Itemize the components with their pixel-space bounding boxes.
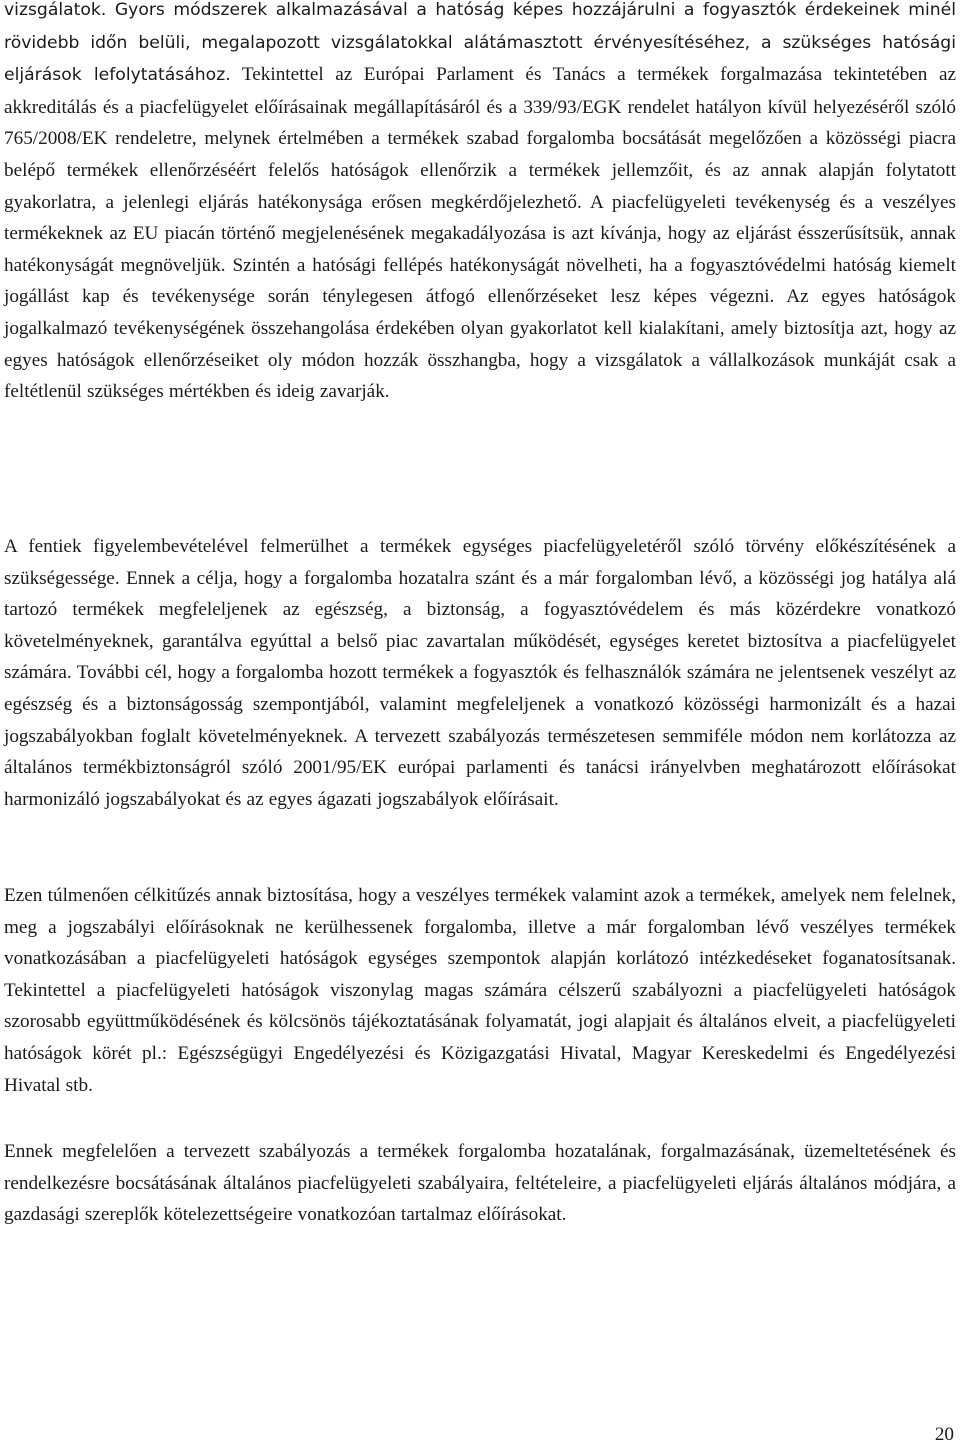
paragraph-4-segment-1: Ennek megfelelően a tervezett szabályozás a termékek forgalomba hozatalának, forgalmazásának, üzemeltetésének és rendelkezésre bocsátásának általános piacfelügyeleti szabályaira, feltételeire, a piacfelügyeleti eljárás általános módjára, a gazdasági szereplők kötelezettségeire vonatkozóan tartalmaz előírásokat. bbox=[4, 1141, 956, 1226]
paragraph-1-segment-1: vizsgálatok. Gyors módszerek alkalmazásával a hatóság képes hozzájárulni a fogyasztók érdekeinek minél rövidebb időn belüli, megalapozott vizsgálatokkal alátámasztott érvényesítéséhez, a szükséges hatósági eljárások lefolytatásához. bbox=[4, 0, 956, 86]
paragraph-1-segment-2: Tekintettel az Európai Parlament és Tanács a termékek forgalmazása tekintetében az akkreditálás és a piacfelügyelet előírásainak megállapításáról és a 339/93/EGK rendelet hatályon kívül helyezéséről szóló 765/2008/EK rendeletre, melynek értelmében a termékek szabad forgalomba bocsátását megelőzően a közösségi piacra belépő termékek ellenőrzéséért felelős hatóságok ellenőrzik a termékek jellemzőit, és az annak alapján folytatott gyakorlatra, a jelenlegi eljárás hatékonysága erősen megkérdőjelezhető. A piacfelügyeleti tevékenység és a veszélyes termékeknek az EU piacán történő megjelenésének megakadályozása is azt kívánja, hogy az eljárást ésszerűsítsük, annak hatékonyságát megnöveljük. Szintén a hatósági fellépés hatékonyságát növelheti, ha a fogyasztóvédelmi hatóság kiemelt jogállást kap és tevékenysége során ténylegesen átfogó ellenőrzéseket lesz képes végezni. Az egyes hatóságok jogalkalmazó tevékenységének összehangolása érdekében olyan gyakorlatot kell kialakítani, amely biztosítja azt, hogy az egyes hatóságok ellenőrzéseiket oly módon hozzák összhangba, hogy a vizsgálatok a vállalkozások munkáját csak a feltétlenül szükséges mértékben és ideig zavarják. bbox=[4, 64, 956, 403]
paragraph-2-segment-2: További cél, hogy a forgalomba hozott termékek a fogyasztók és felhasználók számára ne jelentsenek veszélyt az egészség és a biztonságosság szempontjából, valamint megfeleljenek a vonatkozó közösségi harmonizált és a hazai jogszabályokban foglalt követelményeknek. A tervezett szabályozás természetesen semmiféle módon nem korlátozza az általános termékbiztonságról szóló 2001/95/EK európai parlamenti és tanácsi irányelvben meghatározott előírásokat harmonizáló jogszabályokat és az egyes ágazati jogszabályok előírásait. bbox=[4, 662, 956, 810]
paragraph-4 bbox=[4, 1136, 956, 1231]
paragraph-3 bbox=[4, 880, 956, 1101]
page-number: 20 bbox=[934, 1424, 954, 1445]
paragraph-2-segment-1: A fentiek figyelembevételével felmerülhet a termékek egységes piacfelügyeletéről szóló törvény előkészítésének a szükségessége. Ennek a célja, hogy a forgalomba hozatalra szánt és a már forgalomban lévő, a közösségi jog hatálya alá tartozó termékek megfeleljenek az egészség, a biztonság, a fogyasztóvédelem és más közérdekre vonatkozó követelményeknek, garantálva egyúttal a belső piac zavartalan működését, egységes keretet biztosítva a piacfelügyelet számára. bbox=[4, 536, 956, 684]
paragraph-3-segment-1: Ezen túlmenően célkitűzés annak biztosítása, hogy a veszélyes termékek valamint azok a termékek, amelyek nem felelnek, meg a jogszabályi előírásoknak ne kerülhessenek forgalomba, illetve a már forgalomban lévő veszélyes termékek vonatkozásában a piacfelügyeleti hatóságok egységes szempontok alapján korlátozó intézkedéseket foganatosítsanak. Tekintettel a piacfelügyeleti hatóságok viszonylag magas számára célszerű szabályozni a piacfelügyeleti hatóságok szorosabb együttműködésének és kölcsönös tájékoztatásának folyamatát, jogi alapjait és általános elveit, a piacfelügyeleti hatóságok körét pl.: Egészségügyi Engedélyezési és Közigazgatási Hivatal, Magyar Kereskedelmi és Engedélyezési Hivatal stb. bbox=[4, 885, 956, 1096]
paragraph-2 bbox=[4, 531, 956, 815]
paragraph-1 bbox=[4, 0, 956, 408]
